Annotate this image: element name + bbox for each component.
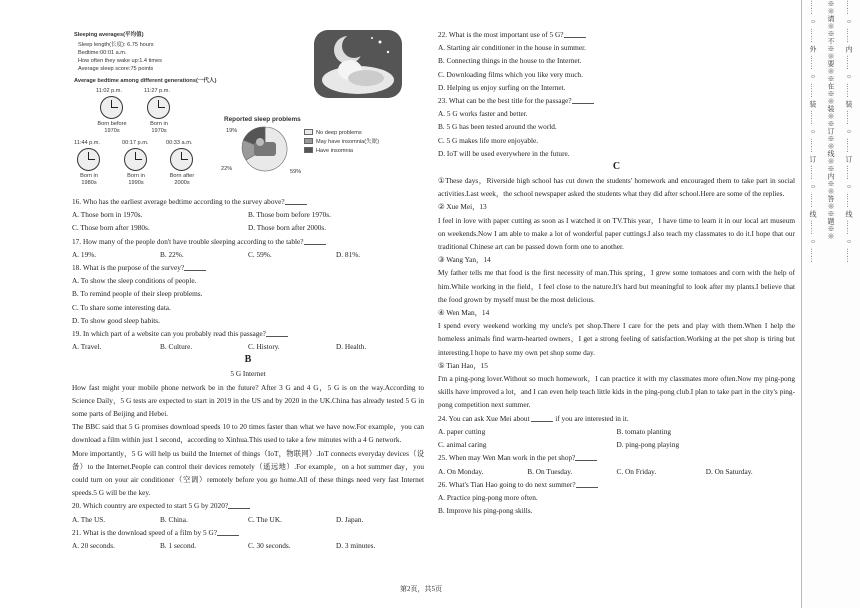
clock-icon	[77, 148, 100, 171]
passage-c-reply: I feel in love with paper cutting as soon as I watched it on TV.This year，I have time to learn it in our local art museum on weekends.Now I am able to make a lot of wonderful paper cuttings.I also teach my classmates to do it.I hope that our traditional Chinese art can be passed down form one to another.	[438, 215, 795, 252]
passage-b-paragraph-3: More importantly，5 G will help us build the Internet of things（IoT，物联网）.IoT connects everyday devices（设备）to the Internet.People can control their devices remotely（遥远地）.For example，on a hot summer day，you could turn on your air conditioner（空调）remotely before you go home.All of these things need very fast Internet speeds.5 G will be the key.	[72, 448, 424, 498]
passage-c-reply: I'm a ping-pong lover.Without so much homework，I can practice it with my classmates more often.Now my ping-pong skills have improved a lot，and I can even help teach little kids in the ping-pong club.I plan to take part in the city's ping-pong competition next summer.	[438, 374, 795, 410]
option[interactable]: A. Those born in 1970s.	[72, 210, 143, 220]
option[interactable]: B. China.	[160, 514, 188, 524]
option[interactable]: A. Travel.	[72, 342, 102, 352]
binding-margin	[801, 0, 860, 608]
clock-label-2: Born in 1970s	[150, 121, 168, 134]
option[interactable]: C. 59%.	[248, 249, 272, 259]
option[interactable]: B. 1 second.	[160, 541, 197, 551]
option[interactable]: A. 19%.	[72, 249, 97, 259]
option[interactable]: C. History.	[248, 342, 280, 352]
q20-options	[72, 513, 424, 526]
option[interactable]: D. IoT will be used everywhere in the future.	[438, 148, 570, 158]
passage-b-title: 5 G Internet	[230, 369, 266, 379]
page-number: 第2页，共5页	[400, 585, 442, 593]
speaker-name: ③ Wang Yan，14	[438, 255, 491, 265]
q17-options	[72, 248, 424, 261]
option[interactable]: A. The US.	[72, 514, 106, 524]
problems-title: Reported sleep problems	[224, 116, 301, 123]
legend-item-1: No deep problems	[304, 129, 362, 137]
question-18: 18. What is the purpose of the survey?	[72, 261, 424, 274]
option[interactable]: B. To remind people of their sleep problems.	[72, 289, 203, 299]
option[interactable]: D. Those born after 2000s.	[248, 223, 327, 233]
section-c-heading: C	[612, 161, 621, 173]
option[interactable]: B. On Tuesday.	[527, 466, 573, 476]
passage-c-intro: ①These days，Riverside high school has cut down the students' homework and encouraged them to take part in social activities.Last week，the school newspaper asked the students what they did after school.Here are some of the replies.	[438, 176, 795, 199]
option[interactable]: B. Those born before 1970s.	[248, 210, 331, 220]
passage-c-reply: I spend every weekend working my uncle's pet shop.There I care for the pets and play with them.When I help the homeless animals find warm-hearted owners，I get a strong feeling of satisfaction.Working at the pet shop is tiring but interesting.I hope to have my own pet shop some day.	[438, 321, 795, 357]
clock-label-5: Born after 2000s	[169, 173, 195, 186]
option[interactable]: D. On Saturday.	[705, 466, 753, 476]
clock-time-3: 11:44 p.m.	[74, 140, 101, 146]
clock-icon	[170, 148, 193, 171]
answer-blank[interactable]	[266, 329, 288, 337]
outer-binding-line: …… ○ …… 外 …… ○ …… 装 …… ○ …… 订 …… ○ …… 线 …… ○ ……	[809, 0, 817, 263]
right-column	[438, 28, 795, 517]
option[interactable]: D. ping-pong playing	[616, 440, 680, 450]
option[interactable]: C. Downloading films which you like very much.	[438, 69, 583, 79]
answer-blank[interactable]	[304, 237, 326, 245]
q19-options	[72, 340, 424, 353]
option[interactable]: A. To show the sleep conditions of people.	[72, 276, 197, 286]
sleep-score: Average sleep score:75 points	[78, 66, 154, 72]
option[interactable]: C. To share some interesting data.	[72, 302, 171, 312]
option[interactable]: D. To show good sleep habits.	[72, 315, 160, 325]
answer-blank[interactable]	[572, 96, 594, 104]
clock-label-3: Born in 1980s	[80, 173, 98, 186]
option[interactable]: B. tomato planting	[616, 426, 672, 436]
question-23: 23. What can be the best title for the passage?	[438, 94, 795, 107]
option[interactable]: D. 3 minutes.	[336, 541, 376, 551]
section-b-heading: B	[244, 354, 252, 366]
option[interactable]: A. 5 G works faster and better.	[438, 109, 528, 119]
answer-blank[interactable]	[575, 453, 597, 461]
option[interactable]: D. 81%.	[336, 249, 361, 259]
q16-options	[72, 221, 424, 234]
question-22: 22. What is the most important use of 5 G?	[438, 28, 795, 41]
left-column	[72, 28, 424, 552]
answer-blank[interactable]	[564, 30, 586, 38]
answer-blank[interactable]	[228, 501, 250, 509]
speaker-name: ⑤ Tian Hao，15	[438, 360, 488, 370]
question-26: 26. What's Tian Hao going to do next summer?	[438, 478, 795, 491]
option[interactable]: B. Connecting things in the house to the Internet.	[438, 56, 582, 66]
passage-b-paragraph-2: The BBC said that 5 G promises download speeds 10 to 20 times faster than what we have now.For example，you can download a film within just 1 second，according to Xinhua.This used to take a few minutes with a 4 G network.	[72, 422, 424, 445]
clock-icon	[147, 96, 170, 119]
q21-options	[72, 539, 424, 552]
answer-blank[interactable]	[531, 414, 553, 422]
option[interactable]: A. 20 seconds.	[72, 541, 115, 551]
speaker-name: ④ Wen Man，14	[438, 308, 490, 318]
option[interactable]: D. Health.	[336, 342, 367, 352]
inner-binding-line: …… ○ …… 内 …… ○ …… 装 …… ○ …… 订 …… ○ …… 线 …… ○ ……	[845, 0, 853, 263]
legend-item-3: Have insomnia	[304, 147, 353, 155]
legend-item-2: May have insomnia(失眠)	[304, 138, 379, 146]
pct-22: 22%	[221, 166, 233, 172]
option[interactable]: C. The UK.	[248, 514, 282, 524]
option[interactable]: C. 30 seconds.	[248, 541, 291, 551]
binding-warning: ※※请※※不※※要※※在※※装※※订※※线※※内※※答※※题※※	[827, 0, 835, 240]
speaker-name: ② Xue Mei，13	[438, 202, 487, 212]
clock-icon	[124, 148, 147, 171]
option[interactable]: C. animal caring	[438, 440, 487, 450]
option[interactable]: A. On Monday.	[438, 466, 484, 476]
pct-19: 19%	[226, 128, 238, 134]
question-16: 16. Who has the earliest average bedtime according to the survey above?	[72, 195, 424, 208]
sleep-averages-title: Sleeping averages(平均值)	[74, 32, 144, 38]
passage-c-reply: My father tells me that food is the first necessity of man.This spring，I grew some tomatoes and corn with the help of him.While working in the field，I feel close to the nature.It's hard but meaningful to look after my plants.I believe that the food grown by myself must be the most delicious.	[438, 268, 795, 304]
clock-time-4: 00:17 p.m.	[122, 140, 149, 146]
clock-label-1: Born before 1970s	[97, 121, 127, 134]
question-19: 19. In which part of a website can you probably read this passage?	[72, 327, 424, 340]
q24-options	[438, 438, 795, 451]
answer-blank[interactable]	[285, 197, 307, 205]
clock-time-1: 11:02 p.m.	[96, 88, 123, 94]
question-17: 17. How many of the people don't have trouble sleeping according to the table?	[72, 235, 424, 248]
option[interactable]: B. Culture.	[160, 342, 193, 352]
option[interactable]: B. Improve his ping-pong skills.	[438, 506, 533, 516]
passage-b-paragraph-1: How fast might your mobile phone network be in the future? After 3 G and 4 G，5 G is on the way.According to Science Daily，5 G tests are expected to start in 2019 in the US and by 2020 in the UK.China has already tested 5 G in some parts of Beijing and Hebei.	[72, 382, 424, 419]
option[interactable]: C. On Friday.	[616, 466, 657, 476]
option[interactable]: D. Helping us enjoy surfing on the Internet.	[438, 82, 566, 92]
question-21: 21. What is the download speed of a film by 5 G?	[72, 526, 424, 539]
clock-label-4: Born in 1990s	[127, 173, 145, 186]
answer-blank[interactable]	[217, 528, 239, 536]
sleep-infographic	[72, 28, 424, 195]
q16-options	[72, 208, 424, 221]
bedtime-average: Bedtime:00:01 a.m.	[78, 50, 127, 56]
clock-time-5: 00:33 a.m.	[166, 140, 193, 146]
q24-options	[438, 425, 795, 438]
clock-time-2: 11:27 p.m.	[144, 88, 171, 94]
pct-59: 59%	[290, 169, 302, 175]
option[interactable]: C. 5 G makes life more enjoyable.	[438, 135, 539, 145]
option[interactable]: B. 22%.	[160, 249, 184, 259]
clock-icon	[100, 96, 123, 119]
option[interactable]: A. Starting air conditioner in the house in summer.	[438, 43, 586, 53]
wakeups-average: How often they wake up:1.4 times	[78, 58, 162, 64]
option[interactable]: B. 5 G has been tested around the world.	[438, 122, 557, 132]
answer-blank[interactable]	[184, 263, 206, 271]
option[interactable]: A. paper cutting	[438, 426, 486, 436]
option[interactable]: C. Those born after 1980s.	[72, 223, 150, 233]
sleeping-baby-illustration	[314, 30, 402, 98]
q25-options	[438, 465, 795, 478]
sleep-problems-pie	[234, 126, 296, 172]
question-25: 25. When may Wen Man work in the pet shop?	[438, 451, 795, 464]
question-20: 20. Which country are expected to start 5 G by 2020?	[72, 499, 424, 512]
sleep-length: Sleep length(长度): 6.75 hours	[78, 42, 154, 48]
answer-blank[interactable]	[576, 480, 598, 488]
question-24: 24. You can ask Xue Mei about if you are interested in it.	[438, 413, 629, 423]
option[interactable]: D. Japan.	[336, 514, 364, 524]
bedtime-title: Average bedtime among different generations(一代人)	[74, 78, 217, 84]
option[interactable]: A. Practice ping-pong more often.	[438, 492, 538, 502]
